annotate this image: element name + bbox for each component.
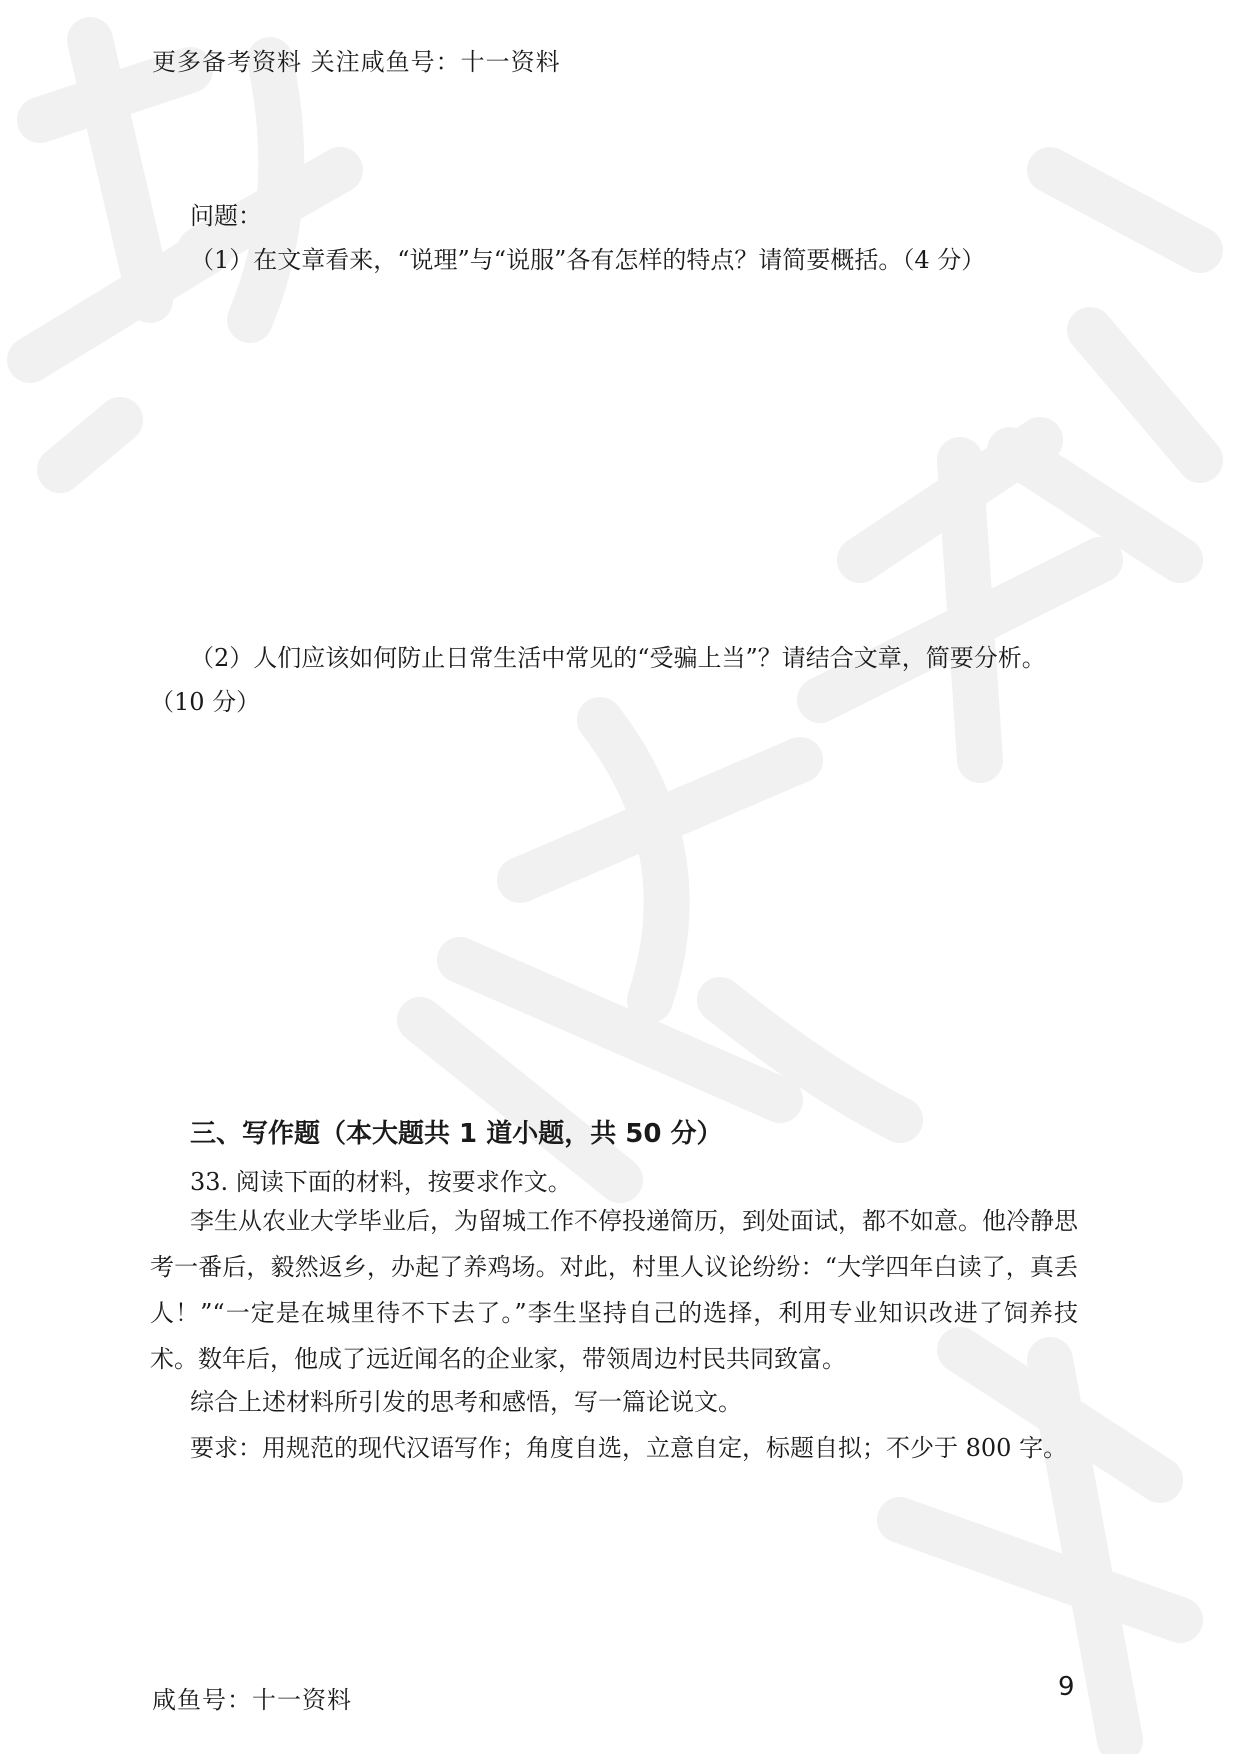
question-33: 33. 阅读下面的材料，按要求作文。: [190, 1168, 572, 1196]
writing-section-title: 三、写作题（本大题共 1 道小题，共 50 分）: [190, 1119, 723, 1149]
material-paragraph: 李生从农业大学毕业后，为留城工作不停投递简历，到处面试，都不如意。他冷静思考一番后，毅然返乡，办起了养鸡场。对此，村里人议论纷纷：“大学四年白读了，真丢人！”“一定是在城里待不下去了。”李生坚持自己的选择，利用专业知识改进了饲养技术。数年后，他成了远近闻名的企业家，带领周边村民共同致富。: [150, 1207, 1078, 1373]
composition-instruction: 综合上述材料所引发的思考和感悟，写一篇论说文。: [190, 1388, 742, 1416]
question-2-line-2: （10 分）: [150, 688, 261, 716]
question-2-line-1: （2）人们应该如何防止日常生活中常见的“受骗上当”？请结合文章，简要分析。: [190, 644, 1046, 672]
composition-requirement: 要求：用规范的现代汉语写作；角度自选，立意自定，标题自拟；不少于 800 字。: [190, 1434, 1068, 1462]
question-1: （1）在文章看来，“说理”与“说服”各有怎样的特点？请简要概括。（4 分）: [190, 246, 986, 274]
footer-note: 咸鱼号：十一资料: [152, 1686, 352, 1714]
questions-label: 问题：: [190, 202, 262, 230]
page-number: 9: [1058, 1672, 1075, 1702]
header-note: 更多备考资料 关注咸鱼号：十一资料: [152, 48, 561, 76]
